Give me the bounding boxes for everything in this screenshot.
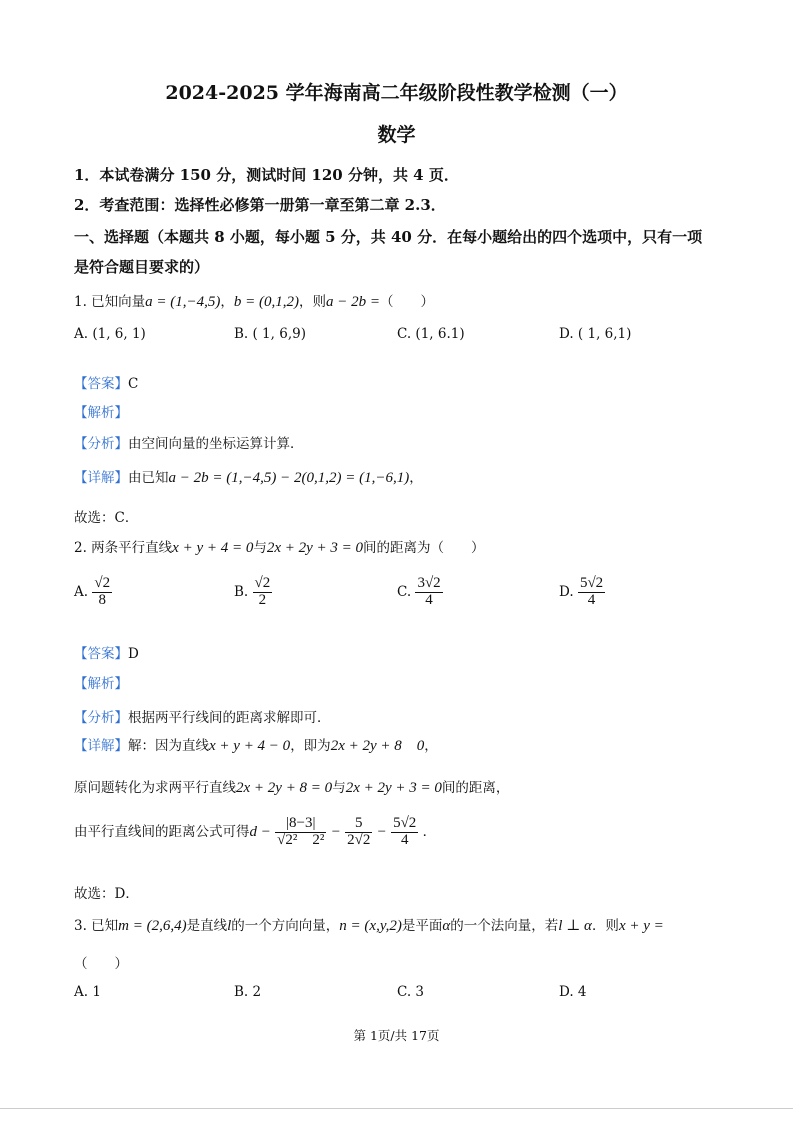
- q2-line2: 2x + 2y + 3 = 0: [266, 540, 364, 556]
- q2-eq-sign2: −: [376, 823, 387, 840]
- q1-answer-tag: 【答案】: [74, 376, 128, 392]
- q3-option-b: B. 2: [234, 984, 262, 1000]
- q2-stem: [74, 536, 485, 557]
- q2-f2-den: 2√2: [347, 831, 371, 848]
- q2-option-d: [559, 576, 605, 609]
- q2-option-a-num: √2: [94, 575, 111, 591]
- q2-xiangjie-tag: 【详解】: [74, 738, 128, 754]
- q1-xiangjie-tag: 【详解】: [74, 470, 128, 486]
- page-footer: 第 1页/共 17页: [353, 1028, 440, 1043]
- q2-choose: 故选：D．: [74, 886, 139, 902]
- q2-convert-2: 间的距离，: [441, 780, 510, 796]
- q3-option-d: D. 4: [559, 984, 587, 1000]
- q2-convert-eq2: 2x + 2y + 3 = 0: [345, 780, 442, 796]
- q1-expression: a − 2b =: [326, 294, 381, 310]
- q2-option-a-label: A.: [74, 583, 89, 600]
- q2-option-d-fraction: [578, 576, 605, 609]
- q2-xiangjie-3: ，: [424, 738, 438, 754]
- q2-option-b-num: √2: [254, 575, 271, 591]
- q2-formula-frac2: [345, 816, 372, 849]
- q2-formula-frac3: [391, 816, 418, 849]
- q2-formula-frac1: [275, 816, 326, 849]
- q2-fenxi: 根据两平行线间的距离求解即可．: [128, 710, 331, 726]
- q2-eq-sign: −: [330, 823, 341, 840]
- q3-option-a: A. 1: [74, 984, 101, 1000]
- q3-stem-1: 3. 已知: [74, 918, 119, 934]
- q2-formula-prefix: 由平行直线间的距离公式可得: [74, 823, 250, 840]
- q1-vector-a: a = (1,−4,5): [145, 294, 221, 310]
- page-title: 2024-2025 学年海南高二年级阶段性教学检测（一）: [165, 82, 628, 104]
- section-heading-line1: 一、选择题（本题共 8 小题，每小题 5 分，共 40 分．在每小题给出的四个选项中，只有一项: [74, 228, 703, 246]
- q2-convert-line: [74, 776, 509, 797]
- q2-option-a: [74, 576, 112, 609]
- q2-option-b-label: B.: [234, 583, 249, 600]
- q2-convert-1: 原问题转化为求两平行直线: [74, 780, 236, 796]
- q1-answer: C: [128, 376, 139, 392]
- q2-line1: x + y + 4 = 0: [172, 540, 254, 556]
- q2-and: 与: [253, 540, 267, 556]
- q2-answer-tag: 【答案】: [74, 646, 128, 662]
- q1-stem-prefix: 1. 已知向量: [74, 294, 146, 310]
- q2-option-c-fraction: [415, 576, 442, 609]
- q2-convert-eq1: 2x + 2y + 8 = 0: [236, 780, 333, 796]
- q1-answer-line: [74, 372, 138, 392]
- note-2: 2．考查范围：选择性必修第一册第一章至第二章 2.3．: [74, 196, 446, 214]
- q1-paren: （ ）: [380, 294, 435, 310]
- q3-stem-3: 的一个方向向量，: [231, 918, 340, 934]
- q2-xiangjie-eq1: x + y + 4 − 0: [209, 738, 291, 754]
- q1-analysis-tag: 【解析】: [74, 405, 128, 421]
- q2-formula-d: d −: [249, 823, 271, 840]
- q1-choose: 故选：C．: [74, 510, 139, 526]
- q2-answer: D: [128, 646, 139, 662]
- q3-stem-4: 是平面: [401, 918, 443, 934]
- q2-f2-num: 5: [345, 816, 372, 833]
- q1-sep: ，: [220, 294, 234, 310]
- q2-option-a-fraction: [92, 576, 112, 609]
- q2-option-d-num: 5√2: [579, 575, 604, 591]
- q2-xiangjie-1: 解：因为直线: [128, 738, 209, 754]
- q3-perp: l ⊥ α: [558, 918, 592, 934]
- q2-answer-line: [74, 642, 139, 662]
- q1-xiangjie-expression: a − 2b = (1,−4,5) − 2(0,1,2) = (1,−6,1): [168, 470, 410, 486]
- q2-option-b-den: 2: [258, 591, 267, 608]
- q2-option-c: [397, 576, 443, 609]
- q2-period: ．: [422, 823, 437, 840]
- q1-option-a: A. (1, 6, 1): [74, 326, 146, 342]
- q2-option-a-den: 8: [98, 591, 106, 608]
- q2-f1-num: |8−3|: [275, 816, 326, 833]
- q2-convert-and: 与: [332, 780, 346, 796]
- q1-fenxi-line: [74, 432, 304, 452]
- q2-stem-suffix: 间的距离为（ ）: [363, 540, 485, 556]
- q2-fenxi-line: [74, 706, 331, 726]
- q1-fenxi-tag: 【分析】: [74, 436, 128, 452]
- q3-l: l: [227, 918, 232, 934]
- q1-then: ，则: [299, 294, 327, 310]
- q3-alpha: α: [442, 918, 451, 934]
- q2-option-c-num: 3√2: [417, 575, 441, 591]
- note-1: 1．本试卷满分 150 分，测试时间 120 分钟，共 4 页．: [74, 166, 459, 184]
- q3-n-vector: n = (x,y,2): [339, 918, 402, 934]
- q1-option-c: C. (1, 6.1): [397, 326, 465, 342]
- q1-vector-b: b = (0,1,2): [233, 294, 300, 310]
- q3-xy: x + y =: [618, 918, 664, 934]
- page-divider: [0, 1108, 793, 1109]
- q1-stem: [74, 290, 434, 311]
- q2-f3-den: 4: [400, 831, 409, 848]
- q3-stem-5: 的一个法向量，若: [450, 918, 559, 934]
- q1-option-b: B. ( 1, 6,9): [234, 326, 306, 342]
- q2-option-b-fraction: [253, 576, 273, 609]
- q2-xiangjie-line: [74, 734, 438, 755]
- q2-analysis-tag: 【解析】: [74, 676, 128, 692]
- section-heading-line2: 是符合题目要求的）: [74, 258, 210, 276]
- q3-stem-6: ．则: [591, 918, 619, 934]
- q2-option-c-den: 4: [425, 591, 433, 608]
- q2-option-d-label: D.: [559, 583, 574, 600]
- q2-option-d-den: 4: [587, 591, 596, 608]
- q1-xiangjie-prefix: 由已知: [128, 470, 169, 486]
- q2-f3-num: 5√2: [393, 815, 417, 831]
- q1-xiangjie-end: ，: [409, 470, 423, 486]
- q1-xiangjie-line: [74, 466, 423, 487]
- q3-option-c: C. 3: [397, 984, 425, 1000]
- q2-fenxi-tag: 【分析】: [74, 710, 128, 726]
- q1-option-d: D. ( 1, 6,1): [559, 326, 632, 342]
- q3-stem: [74, 914, 664, 935]
- q2-f1-den: √2² 2²: [277, 831, 325, 848]
- q2-stem-prefix: 2. 两条平行直线: [74, 540, 173, 556]
- q3-m-vector: m = (2,6,4): [118, 918, 187, 934]
- q3-stem-2: 是直线: [186, 918, 228, 934]
- q3-paren: （ ）: [74, 956, 128, 972]
- q2-formula-line: [74, 816, 436, 849]
- q1-fenxi: 由空间向量的坐标运算计算．: [128, 436, 304, 452]
- q2-xiangjie-eq2: 2x + 2y + 8 0: [330, 738, 425, 754]
- subject-title: 数学: [377, 124, 416, 146]
- q2-xiangjie-2: ，即为: [290, 738, 331, 754]
- q2-option-c-label: C.: [397, 583, 412, 600]
- q2-option-b: [234, 576, 272, 609]
